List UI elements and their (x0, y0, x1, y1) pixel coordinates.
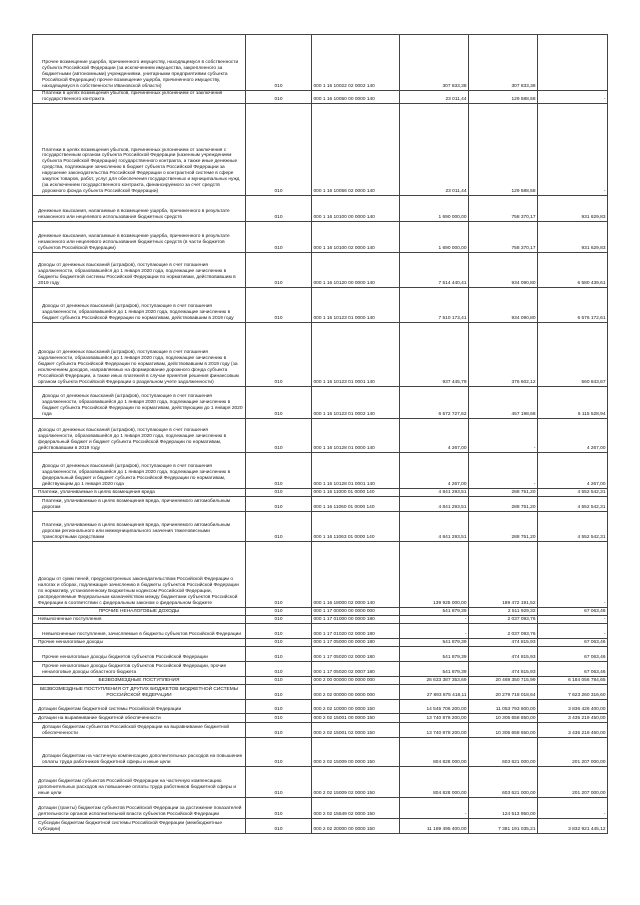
table-row (33, 638, 608, 646)
unexecuted-amount-cell: 6 580 439,61 (538, 252, 608, 287)
executed-amount-cell: 288 751,20 (469, 511, 538, 541)
line-code-cell: 010 (246, 722, 312, 737)
executed-amount-cell: 307 833,38 (469, 35, 538, 91)
budget-classification-code-cell: 000 2 02 15001 02 0000 150 (312, 722, 400, 737)
table-row (33, 452, 608, 488)
table-row (33, 766, 608, 797)
budget-classification-code-cell: 000 2 02 15001 00 0000 150 (312, 713, 400, 722)
budget-classification-code-cell: 000 1 16 18000 02 0000 140 (312, 541, 400, 607)
table-row (33, 322, 608, 386)
table-row (33, 195, 608, 221)
line-code-cell: 010 (246, 452, 312, 488)
budget-classification-code-cell: 000 1 16 10050 00 0000 140 (312, 91, 400, 104)
approved-amount-cell: 6 572 727,62 (400, 386, 469, 418)
table-row (33, 418, 608, 452)
approved-amount-cell: 307 833,38 (400, 35, 469, 91)
approved-amount-cell: 26 633 387 353,69 (400, 676, 469, 684)
unexecuted-amount-cell: 7 623 260 316,60 (538, 684, 608, 699)
approved-amount-cell: 7 510 173,41 (400, 287, 469, 322)
budget-classification-code-cell: 000 2 02 15009 00 0000 150 (312, 737, 400, 766)
income-name-cell: Денежные взыскания, налагаемые в возмещение ущерба, причиненного в результате незаконного или нецелевого использования бюджетных средств (33, 195, 246, 221)
line-code-cell: 010 (246, 35, 312, 91)
table-row (33, 684, 608, 699)
budget-classification-code-cell: 000 2 02 10000 00 0000 150 (312, 699, 400, 713)
table-row (33, 496, 608, 511)
line-code-cell: 010 (246, 287, 312, 322)
budget-classification-code-cell: 000 1 16 10100 00 0000 140 (312, 195, 400, 221)
line-code-cell: 010 (246, 713, 312, 722)
income-name-cell: БЕЗВОЗМЕЗДНЫЕ ПОСТУПЛЕНИЯ ОТ ДРУГИХ БЮДЖЕТОВ БЮДЖЕТНОЙ СИСТЕМЫ РОССИЙСКОЙ ФЕДЕРАЦИИ (33, 684, 246, 699)
line-code-cell: 010 (246, 195, 312, 221)
approved-amount-cell: 14 545 706 200,00 (400, 699, 469, 713)
budget-classification-code-cell: 000 2 00 00000 00 0000 000 (312, 676, 400, 684)
line-code-cell: 010 (246, 511, 312, 541)
budget-classification-code-cell: 000 2 02 15549 02 0000 150 (312, 797, 400, 818)
budget-classification-code-cell: 000 2 02 15009 02 0000 150 (312, 766, 400, 797)
table-row (33, 699, 608, 713)
executed-amount-cell: 474 815,93 (469, 646, 538, 661)
unexecuted-amount-cell: 3 435 219 450,00 (538, 722, 608, 737)
unexecuted-amount-cell: 67 063,46 (538, 661, 608, 676)
table-row (33, 722, 608, 737)
income-name-cell: Платежи в целях возмещения убытков, причиненных уклонением от заключения государственного контракта (33, 91, 246, 104)
budget-classification-code-cell: 000 1 16 10120 00 0000 140 (312, 252, 400, 287)
income-name-cell: Дотации бюджетам субъектов Российской Федерации на частичную компенсацию дополнительных расходов на повышение оплаты труда работников бюджетной сферы и иные цели (33, 766, 246, 797)
income-name-cell: Невыясненные поступления, зачисляемые в бюджеты субъектов Российской Федерации (33, 623, 246, 638)
approved-amount-cell: 937 445,79 (400, 322, 469, 386)
line-code-cell: 010 (246, 496, 312, 511)
table-row (33, 818, 608, 833)
line-code-cell: 010 (246, 818, 312, 833)
executed-amount-cell: 10 305 658 650,00 (469, 713, 538, 722)
executed-amount-cell: 129 588,58 (469, 91, 538, 104)
executed-amount-cell: 20 469 350 715,99 (469, 676, 538, 684)
line-code-cell: 010 (246, 488, 312, 496)
approved-amount-cell: 23 011,44 (400, 91, 469, 104)
table-row (33, 541, 608, 607)
table-row (33, 287, 608, 322)
line-code-cell: 010 (246, 623, 312, 638)
budget-classification-code-cell: 000 2 02 20000 00 0000 150 (312, 818, 400, 833)
line-code-cell: 010 (246, 607, 312, 615)
unexecuted-amount-cell: 201 207 000,00 (538, 737, 608, 766)
budget-classification-code-cell: 000 1 16 10123 01 0001 140 (312, 322, 400, 386)
unexecuted-amount-cell: - (538, 541, 608, 607)
unexecuted-amount-cell: 4 267,00 (538, 452, 608, 488)
report-sheet (32, 34, 607, 834)
budget-classification-code-cell: 000 1 16 10128 01 0000 140 (312, 418, 400, 452)
income-name-cell: Дотации бюджетам на частичную компенсацию дополнительных расходов на повышение оплаты труда работников бюджетной сферы и иные цели (33, 737, 246, 766)
unexecuted-amount-cell: 201 207 000,00 (538, 766, 608, 797)
unexecuted-amount-cell (538, 35, 608, 91)
line-code-cell: 010 (246, 684, 312, 699)
table-row (33, 661, 608, 676)
approved-amount-cell: 4 841 293,51 (400, 511, 469, 541)
executed-amount-cell: - (469, 418, 538, 452)
unexecuted-amount-cell: 6 184 056 784,65 (538, 676, 608, 684)
income-name-cell: Денежные взыскания, налагаемые в возмещение ущерба, причиненного в результате незаконного или нецелевого использования бюджетных средств (в части бюджетов субъектов Российской Федерации) (33, 221, 246, 252)
approved-amount-cell: 541 879,39 (400, 638, 469, 646)
executed-amount-cell: 603 621 000,00 (469, 766, 538, 797)
unexecuted-amount-cell: 931 629,83 (538, 195, 608, 221)
approved-amount-cell: 13 740 878 200,00 (400, 722, 469, 737)
approved-amount-cell: - (400, 797, 469, 818)
table-row (33, 91, 608, 104)
budget-classification-code-cell: 000 1 16 11060 01 0000 140 (312, 496, 400, 511)
line-code-cell: 010 (246, 766, 312, 797)
approved-amount-cell: 139 925 000,00 (400, 541, 469, 607)
approved-amount-cell: 4 267,00 (400, 452, 469, 488)
line-code-cell: 010 (246, 91, 312, 104)
executed-amount-cell: 189 472 191,52 (469, 541, 538, 607)
approved-amount-cell: 11 189 495 400,00 (400, 818, 469, 833)
income-name-cell: Дотации на выравнивание бюджетной обеспеченности (33, 713, 246, 722)
table-row (33, 386, 608, 418)
table-row (33, 511, 608, 541)
approved-amount-cell: - (400, 615, 469, 623)
line-code-cell: 010 (246, 252, 312, 287)
unexecuted-amount-cell: 4 552 542,31 (538, 511, 608, 541)
executed-amount-cell: 457 198,68 (469, 386, 538, 418)
executed-amount-cell: 2 037 093,76 (469, 623, 538, 638)
budget-classification-code-cell: 000 1 16 10128 01 0001 140 (312, 452, 400, 488)
approved-amount-cell: 4 841 293,51 (400, 488, 469, 496)
executed-amount-cell: - (469, 452, 538, 488)
approved-amount-cell: 13 740 878 200,00 (400, 713, 469, 722)
unexecuted-amount-cell: 931 629,83 (538, 221, 608, 252)
unexecuted-amount-cell: 67 063,46 (538, 638, 608, 646)
line-code-cell: 010 (246, 737, 312, 766)
executed-amount-cell: 288 751,20 (469, 488, 538, 496)
line-code-cell: 010 (246, 418, 312, 452)
table-row (33, 646, 608, 661)
table-row (33, 103, 608, 195)
approved-amount-cell: 804 828 000,00 (400, 766, 469, 797)
executed-amount-cell: 474 815,93 (469, 638, 538, 646)
line-code-cell: 010 (246, 638, 312, 646)
approved-amount-cell: 541 879,39 (400, 607, 469, 615)
income-name-cell: Прочие неналоговые доходы (33, 638, 246, 646)
table-row (33, 35, 608, 91)
unexecuted-amount-cell: 6 576 172,61 (538, 287, 608, 322)
approved-amount-cell: 7 514 440,41 (400, 252, 469, 287)
income-name-cell: Доходы от денежных взысканий (штрафов), поступающие в счет погашения задолженности, образовавшейся до 1 января 2020 года, подлежащие зачислению в бюджет субъекта Российской Федерации по нормативам, действовавшим в 2019 году (33, 287, 246, 322)
income-name-cell: БЕЗВОЗМЕЗДНЫЕ ПОСТУПЛЕНИЯ (33, 676, 246, 684)
line-code-cell: 010 (246, 103, 312, 195)
income-name-cell: Субсидии бюджетам бюджетной системы Российской Федерации (межбюджетные субсидии) (33, 818, 246, 833)
unexecuted-amount-cell: 4 552 542,31 (538, 488, 608, 496)
budget-classification-code-cell: 000 1 17 01020 02 0000 180 (312, 623, 400, 638)
table-row (33, 221, 608, 252)
executed-amount-cell: 7 381 191 035,21 (469, 818, 538, 833)
approved-amount-cell: 804 828 000,00 (400, 737, 469, 766)
income-name-cell: Прочее возмещение ущерба, причиненного имуществу, находящемуся в собственности субъекта Российской Федерации (за исключением имущества, закрепленного за бюджетными (автономными) учреждениями, унитарными предприятиями субъекта Российской Федерации) прочее возмещение ущерба, причиненного имуществу, находящемуся в собственности Ивановской области) (33, 35, 246, 91)
line-code-cell: 010 (246, 797, 312, 818)
budget-classification-code-cell: 000 1 16 10022 02 0002 140 (312, 35, 400, 91)
budget-classification-code-cell: 000 1 16 11063 01 0000 140 (312, 511, 400, 541)
approved-amount-cell: 23 011,44 (400, 103, 469, 195)
income-name-cell: Прочие неналоговые доходы бюджетов субъектов Российской Федерации (33, 646, 246, 661)
budget-classification-code-cell: 000 1 16 10123 01 0000 140 (312, 287, 400, 322)
income-name-cell: Платежи в целях возмещения убытков, причиненных уклонением от заключения с государственным органом субъекта Российской Федерации (казенным учреждением субъекта Российской Федерации) государственного контракта, а также иные денежные средства, подлежащие зачислению в бюджет субъекта Российской Федерации за нарушение законодательства Российской Федерации о контрактной системе в сфере закупок товаров, работ, услуг для обеспечения государственных и муниципальных нужд (за исключением государственного контракта, финансируемого за счет средств дорожного фонда субъекта Российской Федерации) (33, 103, 246, 195)
budget-classification-code-cell: 000 1 17 00000 00 0000 000 (312, 607, 400, 615)
income-name-cell: Платежи, уплачиваемые в целях возмещения вреда, причиняемого автомобильным дорогам регионального или межмуниципального значения тяжеловесными транспортными средствами (33, 511, 246, 541)
budget-classification-code-cell: 000 1 17 05000 00 0000 180 (312, 638, 400, 646)
table-body (33, 35, 608, 834)
income-name-cell: Платежи, уплачиваемые в целях возмещения вреда (33, 488, 246, 496)
line-code-cell: 010 (246, 699, 312, 713)
executed-amount-cell: 11 053 793 600,00 (469, 699, 538, 713)
budget-classification-code-cell: 000 1 16 10123 01 0002 140 (312, 386, 400, 418)
line-code-cell: 010 (246, 322, 312, 386)
table-row (33, 252, 608, 287)
income-name-cell: Платежи, уплачиваемые в целях возмещения вреда, причиняемого автомобильным дорогам (33, 496, 246, 511)
budget-classification-code-cell: 000 1 16 10100 02 0000 140 (312, 221, 400, 252)
unexecuted-amount-cell: - (538, 615, 608, 623)
table-row (33, 488, 608, 496)
unexecuted-amount-cell: 67 063,46 (538, 607, 608, 615)
executed-amount-cell: 2 037 093,76 (469, 615, 538, 623)
approved-amount-cell: 4 267,00 (400, 418, 469, 452)
executed-amount-cell: 20 279 718 018,64 (469, 684, 538, 699)
table-row (33, 607, 608, 615)
income-name-cell: Доходы от денежных взысканий (штрафов), поступающие в счет погашения задолженности, образовавшейся до 1 января 2020 года, подлежащие зачислению в бюджет субъекта Российской Федерации по нормативам, действовавшим в 2019 году (за исключением доходов, направляемых на формирование дорожного фонда субъекта Российской Федерации, а также иных платежей в случае принятия решения финансовым органом субъекта Российской Федерации о раздельном учете задолженности) (33, 322, 246, 386)
unexecuted-amount-cell: 3 836 426 400,00 (538, 699, 608, 713)
executed-amount-cell: 2 511 929,32 (469, 607, 538, 615)
budget-classification-code-cell: 000 1 17 01000 00 0000 180 (312, 615, 400, 623)
income-name-cell: Доходы от денежных взысканий (штрафов), поступающие в счет погашения задолженности, образовавшейся до 1 января 2020 года, подлежащие зачислению в федеральный бюджет и бюджет субъекта Российской Федерации по нормативам, действовавшим в 2019 году (33, 418, 246, 452)
executed-amount-cell: 129 588,58 (469, 103, 538, 195)
executed-amount-cell: 758 370,17 (469, 195, 538, 221)
table-row (33, 676, 608, 684)
line-code-cell: 010 (246, 615, 312, 623)
approved-amount-cell: 541 879,39 (400, 646, 469, 661)
approved-amount-cell: 4 841 293,51 (400, 496, 469, 511)
executed-amount-cell: 474 815,93 (469, 661, 538, 676)
executed-amount-cell: 10 305 658 650,00 (469, 722, 538, 737)
unexecuted-amount-cell: 6 115 528,94 (538, 386, 608, 418)
income-name-cell: Доходы от денежных взысканий (штрафов), поступающие в счет погашения задолженности, образовавшейся до 1 января 2020 года, подлежащие зачислению в бюджеты бюджетной системы Российской Федерации по нормативам, действовавшим в 2019 году (33, 252, 246, 287)
unexecuted-amount-cell: 4 267,00 (538, 418, 608, 452)
budget-classification-code-cell: 000 1 16 10056 02 0000 140 (312, 103, 400, 195)
budget-classification-code-cell: 000 1 17 05020 02 0007 180 (312, 661, 400, 676)
unexecuted-amount-cell: 560 843,67 (538, 322, 608, 386)
unexecuted-amount-cell: - (538, 623, 608, 638)
unexecuted-amount-cell: 4 552 542,31 (538, 496, 608, 511)
executed-amount-cell: 758 370,17 (469, 221, 538, 252)
executed-amount-cell: 288 751,20 (469, 496, 538, 511)
line-code-cell: 010 (246, 661, 312, 676)
line-code-cell: 010 (246, 646, 312, 661)
approved-amount-cell: 1 690 000,00 (400, 221, 469, 252)
approved-amount-cell: 541 879,39 (400, 661, 469, 676)
income-name-cell: Доходы от денежных взысканий (штрафов), поступающие в счет погашения задолженности, образовавшейся до 1 января 2020 года, подлежащие зачислению в бюджет субъекта Российской Федерации по нормативам, действующим до 1 января 2020 года (33, 386, 246, 418)
approved-amount-cell: - (400, 623, 469, 638)
income-name-cell: Дотации (гранты) бюджетам субъектов Российской Федерации за достижение показателей деятельности органов исполнительной власти субъектов Российской Федерации (33, 797, 246, 818)
executed-amount-cell: 376 602,12 (469, 322, 538, 386)
table-row (33, 797, 608, 818)
executed-amount-cell: 124 513 950,00 (469, 797, 538, 818)
budget-classification-code-cell: 000 1 17 05020 02 0000 180 (312, 646, 400, 661)
line-code-cell: 010 (246, 541, 312, 607)
budget-execution-table (32, 34, 608, 834)
income-name-cell: Дотации бюджетам бюджетной системы Российской Федерации (33, 699, 246, 713)
income-name-cell: Дотации бюджетам субъектов Российской Федерации на выравнивание бюджетной обеспеченности (33, 722, 246, 737)
unexecuted-amount-cell: - (538, 91, 608, 104)
unexecuted-amount-cell: 3 435 219 450,00 (538, 713, 608, 722)
approved-amount-cell: 1 690 000,00 (400, 195, 469, 221)
income-name-cell: Невыясненные поступления (33, 615, 246, 623)
unexecuted-amount-cell: 3 832 921 445,12 (538, 818, 608, 833)
unexecuted-amount-cell: 67 063,46 (538, 646, 608, 661)
unexecuted-amount-cell: - (538, 103, 608, 195)
budget-classification-code-cell: 000 2 02 00000 00 0000 000 (312, 684, 400, 699)
executed-amount-cell: 934 090,80 (469, 287, 538, 322)
executed-amount-cell: 934 090,80 (469, 252, 538, 287)
table-row (33, 737, 608, 766)
table-row (33, 713, 608, 722)
executed-amount-cell: 603 621 000,00 (469, 737, 538, 766)
line-code-cell: 010 (246, 386, 312, 418)
table-row (33, 623, 608, 638)
income-name-cell: ПРОЧИЕ НЕНАЛОГОВЫЕ ДОХОДЫ (33, 607, 246, 615)
approved-amount-cell: 27 893 875 418,11 (400, 684, 469, 699)
income-name-cell: Доходы от денежных взысканий (штрафов), поступающие в счет погашения задолженности, образовавшейся до 1 января 2020 года, подлежащие зачислению в федеральный бюджет и бюджет субъекта Российской Федерации по нормативам, действующим до 1 января 2020 года (33, 452, 246, 488)
unexecuted-amount-cell: - (538, 797, 608, 818)
line-code-cell: 010 (246, 676, 312, 684)
line-code-cell: 010 (246, 221, 312, 252)
income-name-cell: Доходы от сумм пеней, предусмотренных законодательством Российской Федерации о налогах и сборах, подлежащие зачислению в бюджеты субъектов Российской Федерации по нормативу, установленному Бюджетным кодексом Российской Федерации, распределяемые Федеральным казначейством между бюджетами субъектов Российской Федерации в соответствии с федеральным законом о федеральном бюджете (33, 541, 246, 607)
income-name-cell: Прочие неналоговые доходы бюджетов субъектов Российской Федерации, прочие неналоговые доходы областного бюджета (33, 661, 246, 676)
budget-classification-code-cell: 000 1 16 11000 01 0000 140 (312, 488, 400, 496)
table-row (33, 615, 608, 623)
